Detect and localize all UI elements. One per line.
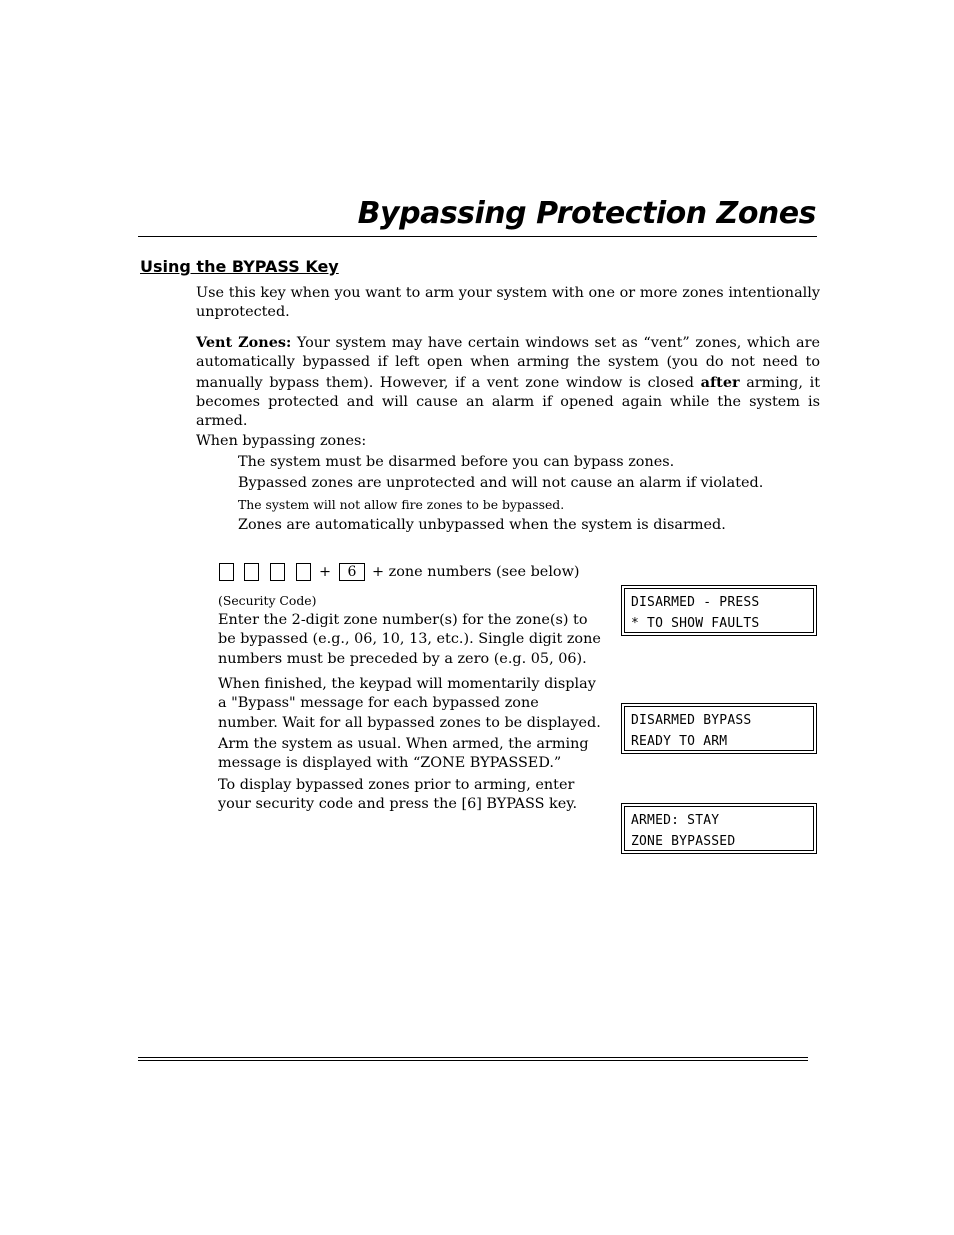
bypass-key-box: 6 <box>339 563 365 581</box>
footer-divider <box>138 1057 808 1058</box>
keypad-display <box>621 585 817 636</box>
display-line: ARMED: STAY <box>631 813 720 828</box>
step-paragraph: To display bypassed zones prior to arming, enter your security code and press the [6] BYPASS key. <box>218 777 578 813</box>
rule-item: Bypassed zones are unprotected and will not cause an alarm if violated. <box>238 475 764 491</box>
vent-zones-text-a: Your system may have certain windows set as “vent” zones, which are automatically bypassed if left open when arming the system (you do not need to manually bypass them). However, if a vent zone window is closed <box>196 335 820 391</box>
security-code-digit-box <box>296 563 311 581</box>
display-line: READY TO ARM <box>631 734 728 749</box>
display-line: DISARMED BYPASS <box>631 713 752 728</box>
page-title: Bypassing Protection Zones <box>357 196 816 231</box>
when-bypassing-label: When bypassing zones: <box>196 433 367 449</box>
keypad-display <box>621 803 817 854</box>
display-line: DISARMED - PRESS <box>631 595 760 610</box>
title-divider <box>138 236 817 237</box>
intro-paragraph: Use this key when you want to arm your system with one or more zones intentionally unprotected. <box>196 285 820 321</box>
vent-zones-label: Vent Zones: <box>196 334 292 351</box>
keypad-display <box>621 703 817 754</box>
step-paragraph: Enter the 2-digit zone number(s) for the zone(s) to be bypassed (e.g., 06, 10, 13, etc.). Single digit zone numbers must be preceded by a zero (e.g. 05, 06). <box>218 612 601 667</box>
vent-zones-paragraph <box>196 333 820 431</box>
step-paragraph: When finished, the keypad will momentarily display a "Bypass" message for each bypassed zone number. Wait for all bypassed zones to be displayed. <box>218 676 601 731</box>
plus-sign: + <box>319 564 332 580</box>
step-paragraph: Arm the system as usual. When armed, the arming message is displayed with “ZONE BYPASSED.” <box>218 736 589 772</box>
security-code-digit-box <box>244 563 259 581</box>
security-code-digit-box <box>219 563 234 581</box>
rule-item: The system will not allow fire zones to be bypassed. <box>238 497 565 512</box>
display-line: ZONE BYPASSED <box>631 834 736 849</box>
sequence-suffix: + zone numbers (see below) <box>372 564 580 580</box>
section-heading: Using the BYPASS Key <box>140 257 339 276</box>
footer-divider <box>138 1060 808 1061</box>
display-line: * TO SHOW FAULTS <box>631 616 760 631</box>
rule-item: Zones are automatically unbypassed when the system is disarmed. <box>238 517 726 533</box>
vent-zones-bold-word: after <box>700 373 740 391</box>
rule-item: The system must be disarmed before you can bypass zones. <box>238 454 675 470</box>
vent-zones-text-b: arming, it becomes protected and will cause an alarm if opened again while the system is armed. <box>196 374 820 430</box>
security-code-caption: (Security Code) <box>218 593 317 608</box>
security-code-digit-box <box>270 563 285 581</box>
